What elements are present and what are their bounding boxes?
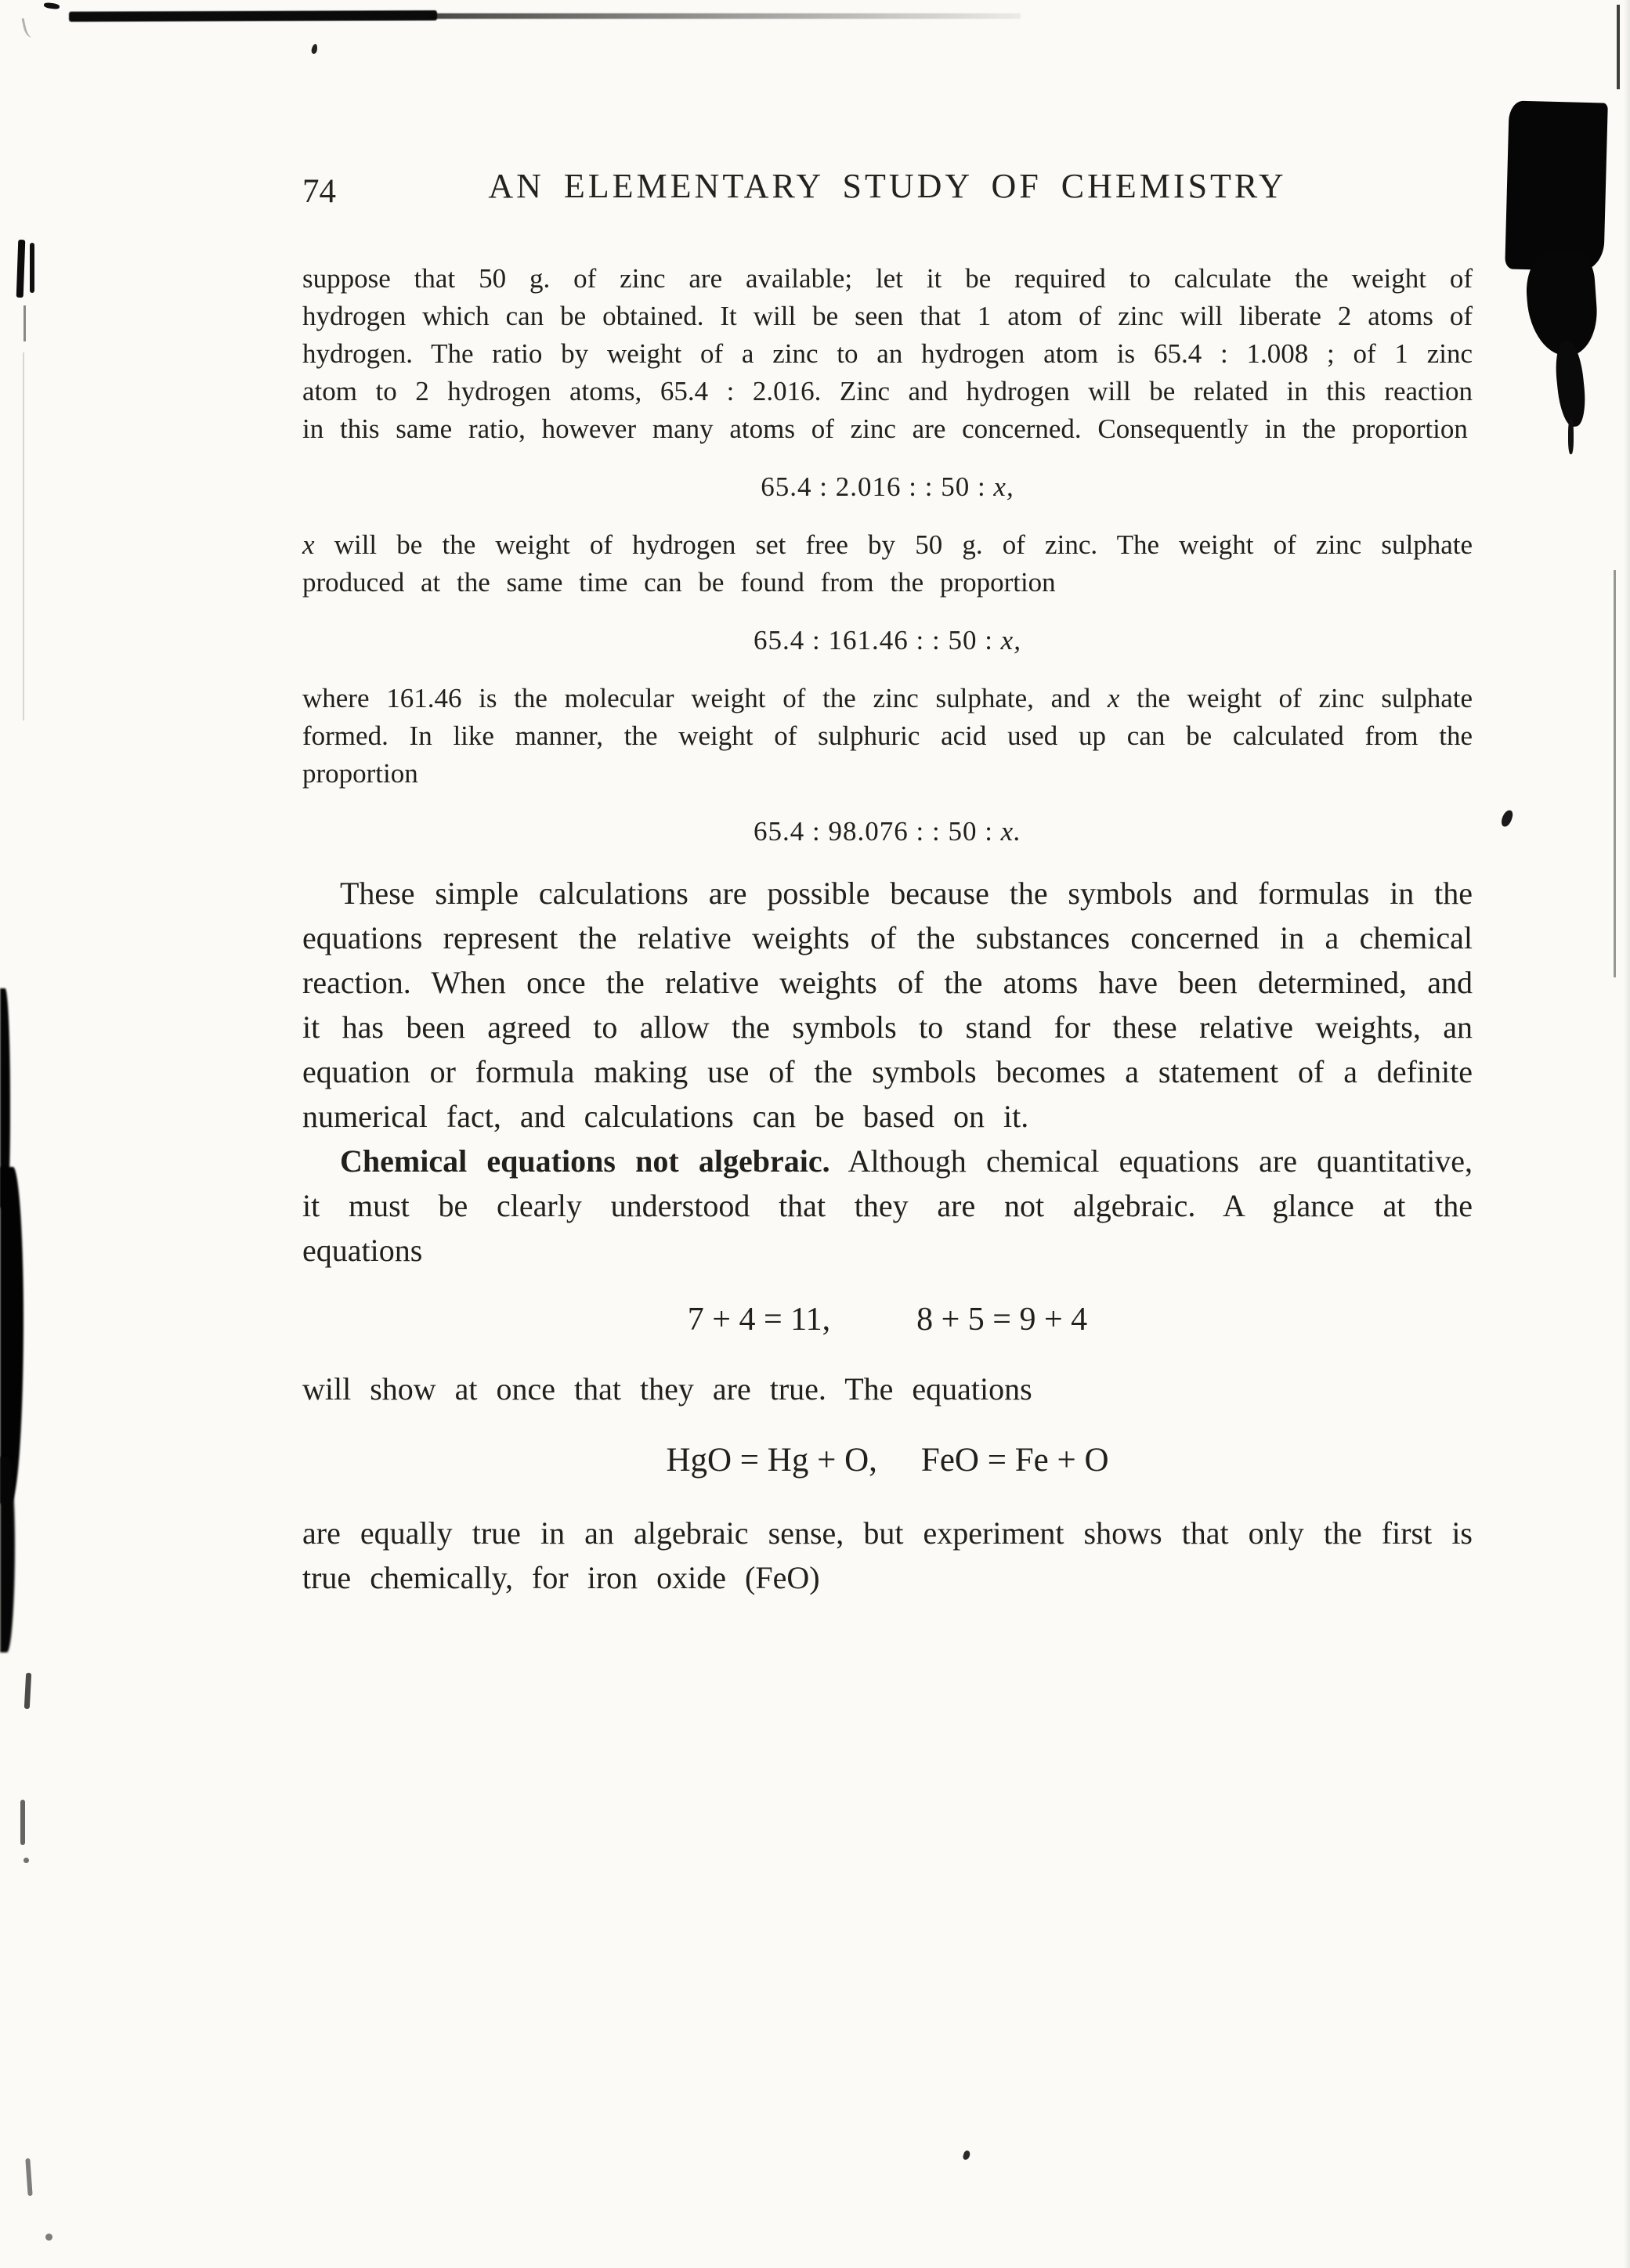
equation-variable-x: x. [1000,816,1021,847]
proportion-equation-zinc-sulphate [302,625,1473,656]
scan-ink-blob-tail [1552,340,1588,428]
scan-artifact-dot [23,1858,29,1863]
proportion-equation-sulphuric-acid [302,816,1473,847]
paragraph-equally-true: are equally true in an algebraic sense, but experiment shows that only the first is true chemically, for iron oxide (FeO) [302,1515,1473,1595]
equation-text: 65.4 : 161.46 : : 50 : [754,625,1001,655]
page-number: 74 [302,173,336,210]
equation-arithmetic-right: 8 + 5 = 9 + 4 [916,1302,1088,1338]
paragraph-will-show: will show at once that they are true. The equations [302,1371,1032,1407]
inline-variable-x: x [1107,683,1120,713]
paragraph-simple-calculations: These simple calculations are possible because the symbols and formulas in the equations represent the relative weights of the substances concerned in a chemical reaction. When once the relative weights of the atoms have been determined, and it has been agreed to allow the symbols to stand for these relative weights, an equation or formula making use of the symbols becomes a statement of a definite numerical fact, and calculations can be based on it. [302,876,1473,1134]
scan-ink-blob-top-right [1523,248,1599,359]
scan-artifact-corner-mark [21,16,35,38]
running-title: AN ELEMENTARY STUDY OF CHEMISTRY [488,167,1287,205]
page-header [302,166,1473,210]
equation-arithmetic-left: 7 + 4 = 11, [687,1302,831,1338]
paragraph-text: will be the weight of hydrogen set free by 50 g. of zinc. The weight of zinc sulphate produced at the same time can be found from the proportion [302,529,1473,598]
paragraph-text: where 161.46 is the molecular weight of the zinc sulphate, and [302,683,1108,713]
equation-text: 65.4 : 2.016 : : 50 : [761,471,994,502]
scan-artifact-speck [44,2,60,10]
scan-artifact-right-edge-line [1617,5,1620,89]
scan-page-edge-shadow [1624,0,1630,2268]
section-lead-bold: Chemical equations not algebraic. [340,1143,830,1179]
scan-artifact-speck [45,2234,52,2241]
chemical-equations [302,1441,1473,1479]
scan-artifact-left-line [23,352,24,720]
scan-artifact-left-tick [30,243,34,293]
equation-variable-x: x, [1000,625,1021,655]
scan-ink-blob-tail [1568,419,1574,454]
scan-ink-streak-left [0,1457,15,1652]
equation-chemical-right: FeO = Fe + O [920,1442,1109,1479]
scan-ink-streak-left [0,1167,23,1504]
scan-artifact-left-tick [23,305,26,341]
scan-artifact-left-mark [20,1800,25,1845]
page-content [302,166,1473,1600]
paragraph-text: the weight of zinc sulphate formed. In like manner, the weight of sulphuric acid used up can be calculated from the proportion [302,683,1473,789]
scan-artifact-speck [311,43,319,54]
proportion-equation-hydrogen [302,471,1473,503]
scan-ink-blob-top-right [1505,100,1608,271]
scan-artifact-top-strip [69,10,437,22]
paragraph-not-algebraic [302,1139,1473,1273]
inline-variable-x: x [302,529,315,560]
scan-artifact-left-mark [25,2158,32,2196]
arithmetic-equations [302,1301,1473,1338]
scan-artifact-left-tick [16,240,26,298]
scan-artifact-right-edge-line [1614,570,1616,977]
equation-chemical-left: HgO = Hg + O, [666,1442,877,1479]
scan-artifact-speck [963,2150,971,2161]
scan-artifact-top-strip-fade [429,13,1021,19]
paragraph-zinc-calculation: suppose that 50 g. of zinc are available; let it be required to calculate the weight of hydrogen which can be obtained. It will be seen that 1 atom of zinc will liberate 2 atoms of hydrogen. The ratio by weight of a zinc to an hydrogen atom is 65.4 : 1.008 ; of 1 zinc atom to 2 hydrogen atoms, 65.4 : 2.016. Zinc and hydrogen will be related in this reaction in this same ratio, however many atoms of zinc are concerned. Consequently in the proportion [302,263,1473,444]
equation-text: 65.4 : 98.076 : : 50 : [754,816,1001,847]
equation-variable-x: x, [993,471,1014,502]
paragraph-hydrogen-weight [302,526,1473,601]
scan-artifact-ink-mark [1500,809,1514,829]
scan-ink-streak-left [0,988,10,1208]
paragraph-text: Although chemical equations are quantitative, it must be clearly understood that they are not algebraic. A glance at the equations [302,1143,1473,1268]
paragraph-molecular-weight [302,680,1473,793]
scan-artifact-left-mark [24,1673,31,1709]
